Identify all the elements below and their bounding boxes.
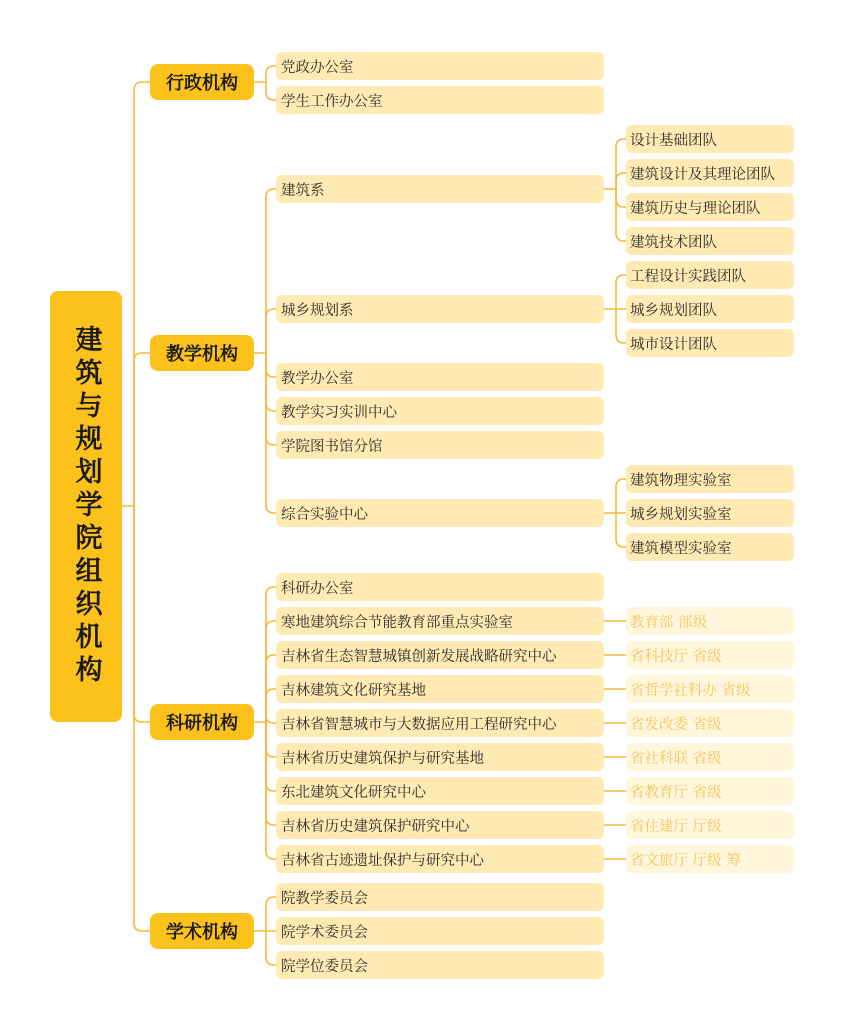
unit-comprehensive-lab-center[interactable]: 综合实验中心 (276, 499, 604, 527)
connector-line (134, 353, 150, 506)
unit-academic-committee[interactable]: 院学术委员会 (276, 917, 604, 945)
team-engineering-design-practice[interactable]: 工程设计实践团队 (626, 261, 794, 289)
team-architectural-technology[interactable]: 建筑技术团队 (626, 227, 794, 255)
connector-line (616, 189, 626, 207)
unit-teaching-committee[interactable]: 院教学委员会 (276, 883, 604, 911)
connector-line (616, 479, 626, 513)
connector-line (266, 897, 276, 931)
unit-party-office[interactable]: 党政办公室 (276, 52, 604, 80)
connector-line (266, 715, 276, 723)
note-level: 省住建厅 厅级 (626, 811, 794, 839)
connector-line (266, 722, 276, 859)
category-teaching[interactable]: 教学机构 (150, 335, 254, 371)
unit-eco-smart-town-center[interactable]: 吉林省生态智慧城镇创新发展战略研究中心 (276, 641, 604, 669)
category-research[interactable]: 科研机构 (150, 704, 254, 740)
connector-line (266, 655, 276, 722)
connector-line (616, 309, 626, 343)
connector-line (266, 722, 276, 757)
unit-urban-planning-dept[interactable]: 城乡规划系 (276, 295, 604, 323)
unit-student-affairs-office[interactable]: 学生工作办公室 (276, 86, 604, 114)
connector-line (134, 82, 150, 506)
note-level: 省发改委 省级 (626, 709, 794, 737)
connector-line (266, 353, 276, 445)
lab-building-physics[interactable]: 建筑物理实验室 (626, 465, 794, 493)
root-node-title: 建筑与规划学院组织机构 (50, 291, 122, 722)
unit-heritage-site-center[interactable]: 吉林省古迹遗址保护与研究中心 (276, 845, 604, 873)
connector-line (266, 621, 276, 722)
connector-line (266, 353, 276, 513)
connector-line (134, 506, 150, 722)
connector-line (266, 689, 276, 722)
connector-line (616, 139, 626, 189)
unit-smart-city-bigdata-center[interactable]: 吉林省智慧城市与大数据应用工程研究中心 (276, 709, 604, 737)
category-administration[interactable]: 行政机构 (150, 64, 254, 100)
note-level: 省科技厅 省级 (626, 641, 794, 669)
connector-line (616, 275, 626, 309)
connector-line (616, 173, 626, 189)
connector-line (266, 189, 276, 353)
note-level: 省哲学社科办 省级 (626, 675, 794, 703)
team-architectural-design-theory[interactable]: 建筑设计及其理论团队 (626, 159, 794, 187)
team-architectural-history[interactable]: 建筑历史与理论团队 (626, 193, 794, 221)
connector-line (266, 353, 276, 377)
connector-line (266, 353, 276, 411)
connector-line (266, 82, 276, 100)
connector-line (266, 722, 276, 825)
note-level: 教育部 部级 (626, 607, 794, 635)
unit-historic-building-base[interactable]: 吉林省历史建筑保护与研究基地 (276, 743, 604, 771)
unit-degree-committee[interactable]: 院学位委员会 (276, 951, 604, 979)
connector-line (266, 722, 276, 791)
lab-architectural-model[interactable]: 建筑模型实验室 (626, 533, 794, 561)
connector-line (266, 66, 276, 82)
connector-line (266, 309, 276, 353)
unit-historic-building-center[interactable]: 吉林省历史建筑保护研究中心 (276, 811, 604, 839)
unit-architecture-dept[interactable]: 建筑系 (276, 175, 604, 203)
connector-line (266, 587, 276, 722)
unit-library-branch[interactable]: 学院图书馆分馆 (276, 431, 604, 459)
unit-jilin-arch-culture-base[interactable]: 吉林建筑文化研究基地 (276, 675, 604, 703)
team-urban-design[interactable]: 城市设计团队 (626, 329, 794, 357)
connector-line (616, 189, 626, 241)
connector-line (266, 931, 276, 965)
lab-urban-rural-planning[interactable]: 城乡规划实验室 (626, 499, 794, 527)
unit-northeast-arch-culture-center[interactable]: 东北建筑文化研究中心 (276, 777, 604, 805)
note-level: 省社科联 省级 (626, 743, 794, 771)
unit-practice-training-center[interactable]: 教学实习实训中心 (276, 397, 604, 425)
unit-teaching-office[interactable]: 教学办公室 (276, 363, 604, 391)
category-academic[interactable]: 学术机构 (150, 913, 254, 949)
connector-line (134, 506, 150, 931)
unit-cold-region-energy-lab[interactable]: 寒地建筑综合节能教育部重点实验室 (276, 607, 604, 635)
connector-line (616, 513, 626, 547)
team-urban-rural-planning[interactable]: 城乡规划团队 (626, 295, 794, 323)
note-level: 省教育厅 省级 (626, 777, 794, 805)
unit-research-office[interactable]: 科研办公室 (276, 573, 604, 601)
team-design-foundation[interactable]: 设计基础团队 (626, 125, 794, 153)
note-level: 省文旅厅 厅级 筹 (626, 845, 794, 873)
